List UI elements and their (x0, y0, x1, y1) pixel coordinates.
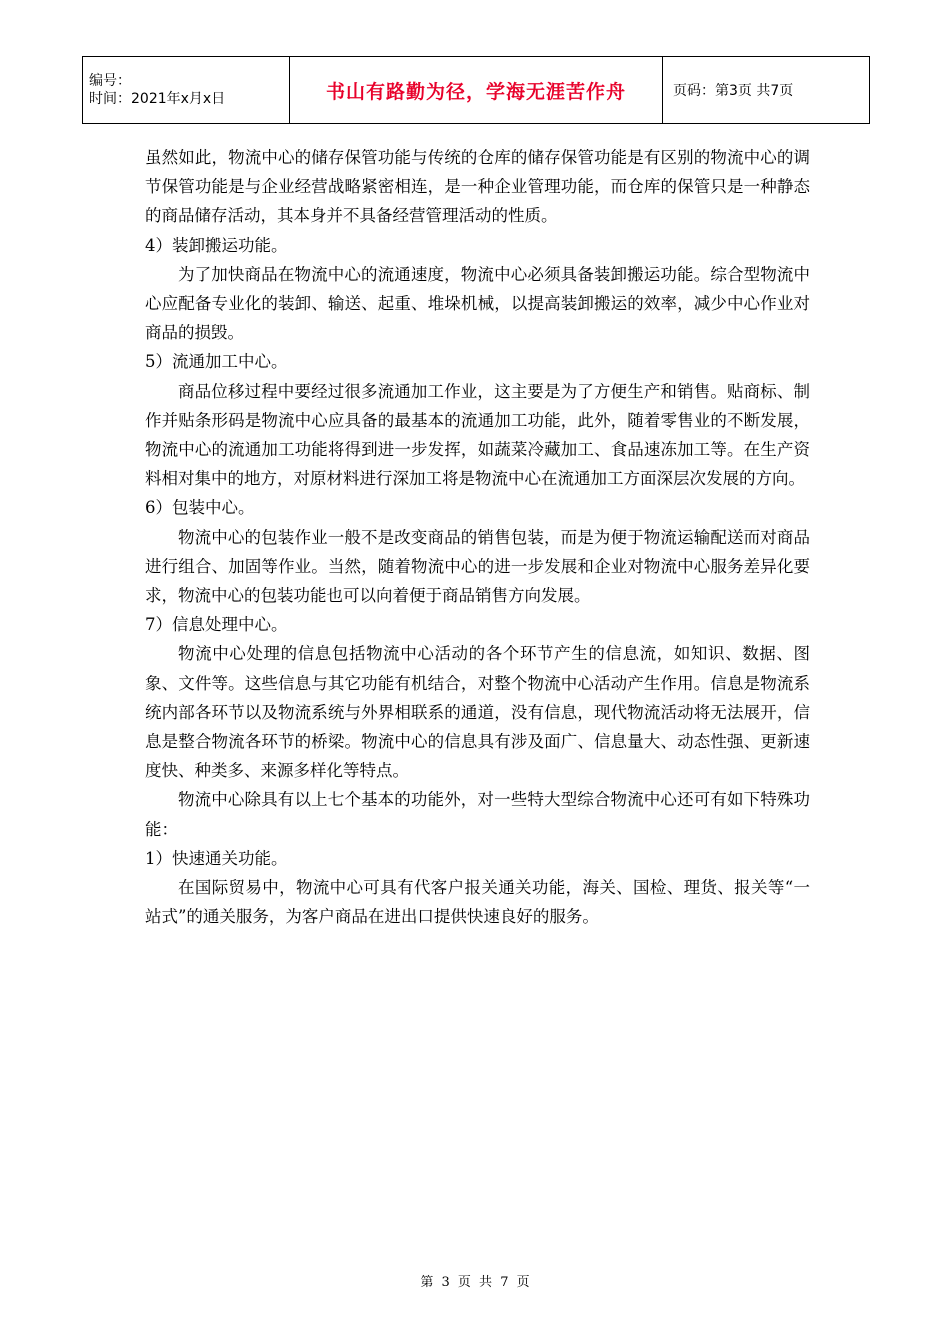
section-heading: 6）包装中心。 (145, 498, 255, 518)
document-number-label: 编号： (89, 73, 131, 89)
section-heading: 7）信息处理中心。 (145, 615, 288, 635)
document-header (82, 56, 870, 124)
document-date: 时间：2021年x月x日 (89, 91, 226, 107)
paragraph: 为了加快商品在物流中心的流通速度，物流中心必须具备装卸搬运功能。综合型物流中心应配备专业化的装卸、输送、起重、堆垛机械，以提高装卸搬运的效率，减少中心作业对商品的损毁。 (145, 264, 810, 343)
paragraph: 物流中心的包装作业一般不是改变商品的销售包装，而是为便于物流运输配送而对商品进行组合、加固等作业。当然，随着物流中心的进一步发展和企业对物流中心服务差异化要求，物流中心的包装功能也可以向着便于商品销售方向发展。 (145, 527, 810, 606)
document-body (145, 143, 810, 931)
paragraph: 商品位移过程中要经过很多流通加工作业，这主要是为了方便生产和销售。贴商标、制作并贴条形码是物流中心应具备的最基本的流通加工功能，此外，随着零售业的不断发展，物流中心的流通加工功能将得到进一步发挥，如蔬菜冷藏加工、食品速冻加工等。在生产资料相对集中的地方，对原材料进行深加工将是物流中心在流通加工方面深层次发展的方向。 (145, 381, 810, 489)
header-motto: 书山有路勤为径，学海无涯苦作舟 (290, 57, 663, 124)
paragraph: 物流中心除具有以上七个基本的功能外，对一些特大型综合物流中心还可有如下特殊功能： (145, 790, 810, 839)
page-footer: 第 3 页 共 7 页 (420, 1275, 530, 1290)
paragraph: 虽然如此，物流中心的储存保管功能与传统的仓库的储存保管功能是有区别的物流中心的调节保管功能是与企业经营战略紧密相连，是一种企业管理功能，而仓库的保管只是一种静态的商品储存活动，其本身并不具备经营管理活动的性质。 (145, 148, 810, 226)
section-heading: 1）快速通关功能。 (145, 848, 288, 868)
section-heading: 4）装卸搬运功能。 (145, 235, 288, 255)
paragraph: 物流中心处理的信息包括物流中心活动的各个环节产生的信息流，如知识、数据、图象、文件等。这些信息与其它功能有机结合，对整个物流中心活动产生作用。信息是物流系统内部各环节以及物流系统与外界相联系的通道，没有信息，现代物流活动将无法展开，信息是整合物流各环节的桥梁。物流中心的信息具有涉及面广、信息量大、动态性强、更新速度快、种类多、来源多样化等特点。 (145, 644, 810, 781)
section-heading: 5）流通加工中心。 (145, 352, 288, 372)
header-meta (83, 57, 290, 124)
paragraph: 在国际贸易中，物流中心可具有代客户报关通关功能，海关、国检、理货、报关等“一站式”的通关服务，为客户商品在进出口提供快速良好的服务。 (145, 878, 810, 927)
header-page-info: 页码：第3页 共7页 (663, 57, 870, 124)
